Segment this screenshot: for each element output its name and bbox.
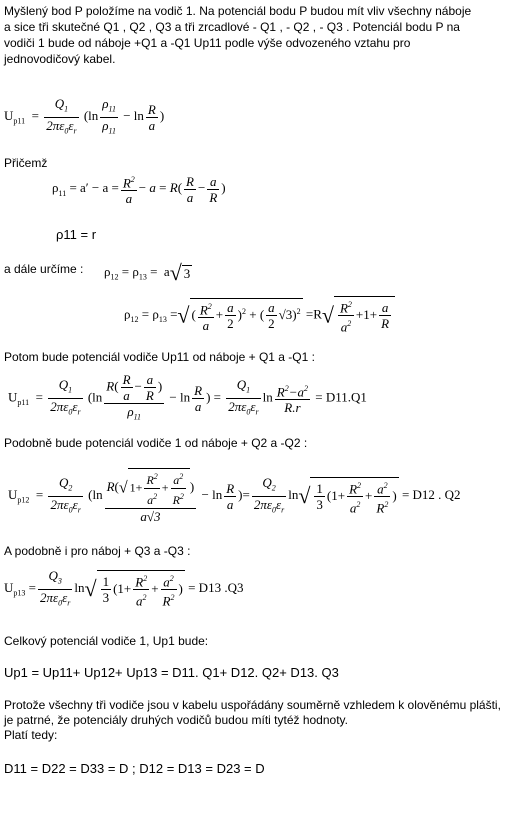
equation-up11-full: $U_{p11}$ = $\frac{Q_1}{2\pi\varepsilon_0\varepsilon_r}$ (ln R( $\frac{R}{a}$ − $\frac{a}{R}$ ) $\rho_{11}$ − ln $\frac{R}{a}$ ) = $\frac{Q_1}{2\pi\varepsilon_0\varepsilon_r}$ ln $\frac{R^2-a^2}{R.r}$ = D11.Q1 — [8, 372, 367, 422]
text-podobne-1: Podobně bude potenciál vodiče 1 od náboje + Q2 a -Q2 : — [4, 436, 308, 450]
text-potom: Potom bude potenciál vodiče Up11 od náboje + Q1 a -Q1 : — [4, 350, 315, 364]
equation-rho12: $\rho_{12} = \rho_{13} = a√$ 3 — [104, 260, 191, 285]
equation-final: D11 = D22 = D33 = D ; D12 = D13 = D23 = D — [4, 761, 265, 776]
text-podobne-2: A podobně i pro náboj + Q3 a -Q3 : — [4, 544, 191, 558]
text-pricemz: Přičemž — [4, 156, 48, 170]
equation-sum: Up1 = Up11+ Up12+ Up13 = D11. Q1+ D12. Q2+ D13. Q3 — [4, 665, 339, 680]
text-protoze-1: Protože všechny tři vodiče jsou v kabelu uspořádány souměrně vzhledem k olověnému plášti, — [4, 698, 501, 712]
equation-up13: $U_{p13}$ = $\frac{Q_3}{2\pi\varepsilon_0\varepsilon_r}$ ln√ $\frac{1}{3}$ (1+ $\frac{R^2}{a^2}$ + $\frac{a^2}{R^2}$ ) = D13 .Q3 — [4, 568, 244, 609]
text-celkovy: Celkový potenciál vodiče 1, Up1 bude: — [4, 634, 209, 648]
equation-up11: $U_{p11}$ = $\frac{Q_1}{2\pi\varepsilon_0\varepsilon_r}$ (ln $\frac{\rho_{11}}{\rho_{11}}$ − ln $\frac{R}{a}$ ) — [4, 96, 165, 136]
intro-line-4: jednovodičový kabel. — [4, 52, 116, 66]
text-dale-urcime: a dále určíme : — [4, 262, 84, 276]
text-protoze-2: je patrné, že potenciály druhých vodičů budou míti tytéž hodnoty. — [4, 713, 348, 727]
equation-rho12-full: $\rho_{12} = \rho_{13}$ =√ ( $\frac{R^2}{a}$ + $\frac{a}{2}$ )$^2$ + ( $\frac{a}{2}$ √3)$^2$ =R√ $\frac{R^2}{a^2}$ +1+ $\frac{a}{R}$ — [124, 296, 395, 335]
text-plati: Platí tedy: — [4, 728, 58, 742]
intro-line-2: a sice tři skutečné Q1 , Q2 , Q3 a tři zrcadlové - Q1 , - Q2 , - Q3 . Potenciál bodu P na — [4, 20, 460, 34]
intro-line-3: vodiči 1 bude od náboje +Q1 a -Q1 Up11 podle výše odvozeného vztahu pro — [4, 36, 411, 50]
equation-rho11-r: ρ11 = r — [56, 227, 97, 242]
equation-up12: $U_{p12}$ = $\frac{Q_2}{2\pi\varepsilon_0\varepsilon_r}$ (ln R(√ 1+ $\frac{R^2}{a^2}$ + $\frac{a^2}{R^2}$ ) a√3 − ln $\frac{R}{a}$ )= $\frac{Q_2}{2\pi\varepsilon_0\varepsilon_r}$ ln√ $\frac{1}{3}$ (1+ $\frac{R^2}{a^2}$ + $\frac{a^2}{R^2}$ ) = D12 . Q2 — [8, 468, 461, 524]
equation-rho11: $\rho_{11} = a' - a$ = $\frac{R^2}{a}$ − a = R( $\frac{R}{a}$ − $\frac{a}{R}$ ) — [52, 173, 226, 207]
intro-line-1: Myšlený bod P položíme na vodič 1. Na potenciál bodu P budou mít vliv všechny náboje — [4, 4, 472, 18]
